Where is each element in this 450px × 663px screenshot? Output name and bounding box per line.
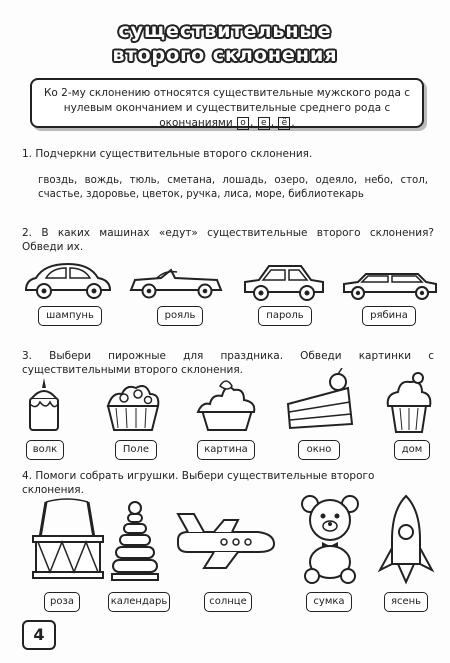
pyramid-toy-icon[interactable] [110, 500, 160, 584]
page-title-line1: существительные [118, 20, 332, 42]
car-limousine-icon[interactable] [340, 270, 440, 302]
car-label-4[interactable]: рябина [362, 306, 416, 326]
cupcake-icon[interactable] [384, 370, 434, 436]
toy-label-5[interactable]: ясень [384, 592, 428, 612]
toy-label-3[interactable]: солнце [204, 592, 252, 612]
ending-box-e: е [258, 117, 270, 130]
cake-label-5[interactable]: дом [394, 440, 430, 460]
toy-label-2[interactable]: календарь [108, 592, 170, 612]
car-label-3[interactable]: пароль [258, 306, 312, 326]
cake-cream-icon[interactable] [194, 376, 260, 434]
page-number: 4 [22, 620, 56, 650]
toy-label-1[interactable]: роза [44, 592, 80, 612]
car-label-2[interactable]: рояль [157, 306, 203, 326]
rule-text-body: Ко 2-му склонению относятся существительные мужского рода с нулевым окончанием и существительные среднего рода с окончаниями [43, 87, 411, 129]
cake-tart-icon[interactable] [102, 380, 164, 434]
cake-label-1[interactable]: волк [26, 440, 64, 460]
task3-heading: 3. Выбери пирожные для праздника. Обведи картинки с существительными второго склонения. [22, 350, 434, 376]
page-title-line2: второго склонения [112, 44, 338, 66]
rocket-icon[interactable] [376, 494, 436, 586]
teddy-bear-icon[interactable] [298, 494, 362, 584]
car-beetle-icon[interactable] [22, 258, 114, 300]
cake-label-3[interactable]: картина [197, 440, 255, 460]
cake-label-2[interactable]: Поле [115, 440, 157, 460]
drum-icon[interactable] [30, 498, 108, 582]
rule-text: Ко 2-му склонению относятся существительные мужского рода с нулевым окончанием и существительные среднего рода с окончаниями о , е , ё . [43, 87, 411, 129]
ending-box-o: о [237, 117, 249, 130]
cake-label-4[interactable]: окно [298, 440, 340, 460]
task1-heading: 1. Подчеркни существительные второго склонения. [22, 148, 313, 160]
toy-label-4[interactable]: сумка [306, 592, 352, 612]
cake-slice-icon[interactable] [22, 376, 66, 434]
rule-box [30, 78, 424, 128]
cake-layer-slice-icon[interactable] [284, 368, 358, 434]
ending-box-yo: ё [278, 117, 290, 130]
task4-heading: 4. Помоги собрать игрушки. Выбери существительные второго склонения. [22, 470, 375, 496]
car-sedan-icon[interactable] [241, 262, 327, 302]
car-convertible-icon[interactable] [127, 266, 225, 300]
task1-word-list[interactable]: гвоздь, вождь, тюль, сметана, лошадь, озеро, одеяло, небо, стол, счастье, здоровье, цветок, ручка, лиса, море, библиотекарь [38, 175, 428, 200]
car-label-1[interactable]: шампунь [38, 306, 102, 326]
airplane-icon[interactable] [174, 510, 278, 572]
task2-heading: 2. В каких машинах «едут» существительные второго склонения? Обведи их. [22, 227, 434, 253]
